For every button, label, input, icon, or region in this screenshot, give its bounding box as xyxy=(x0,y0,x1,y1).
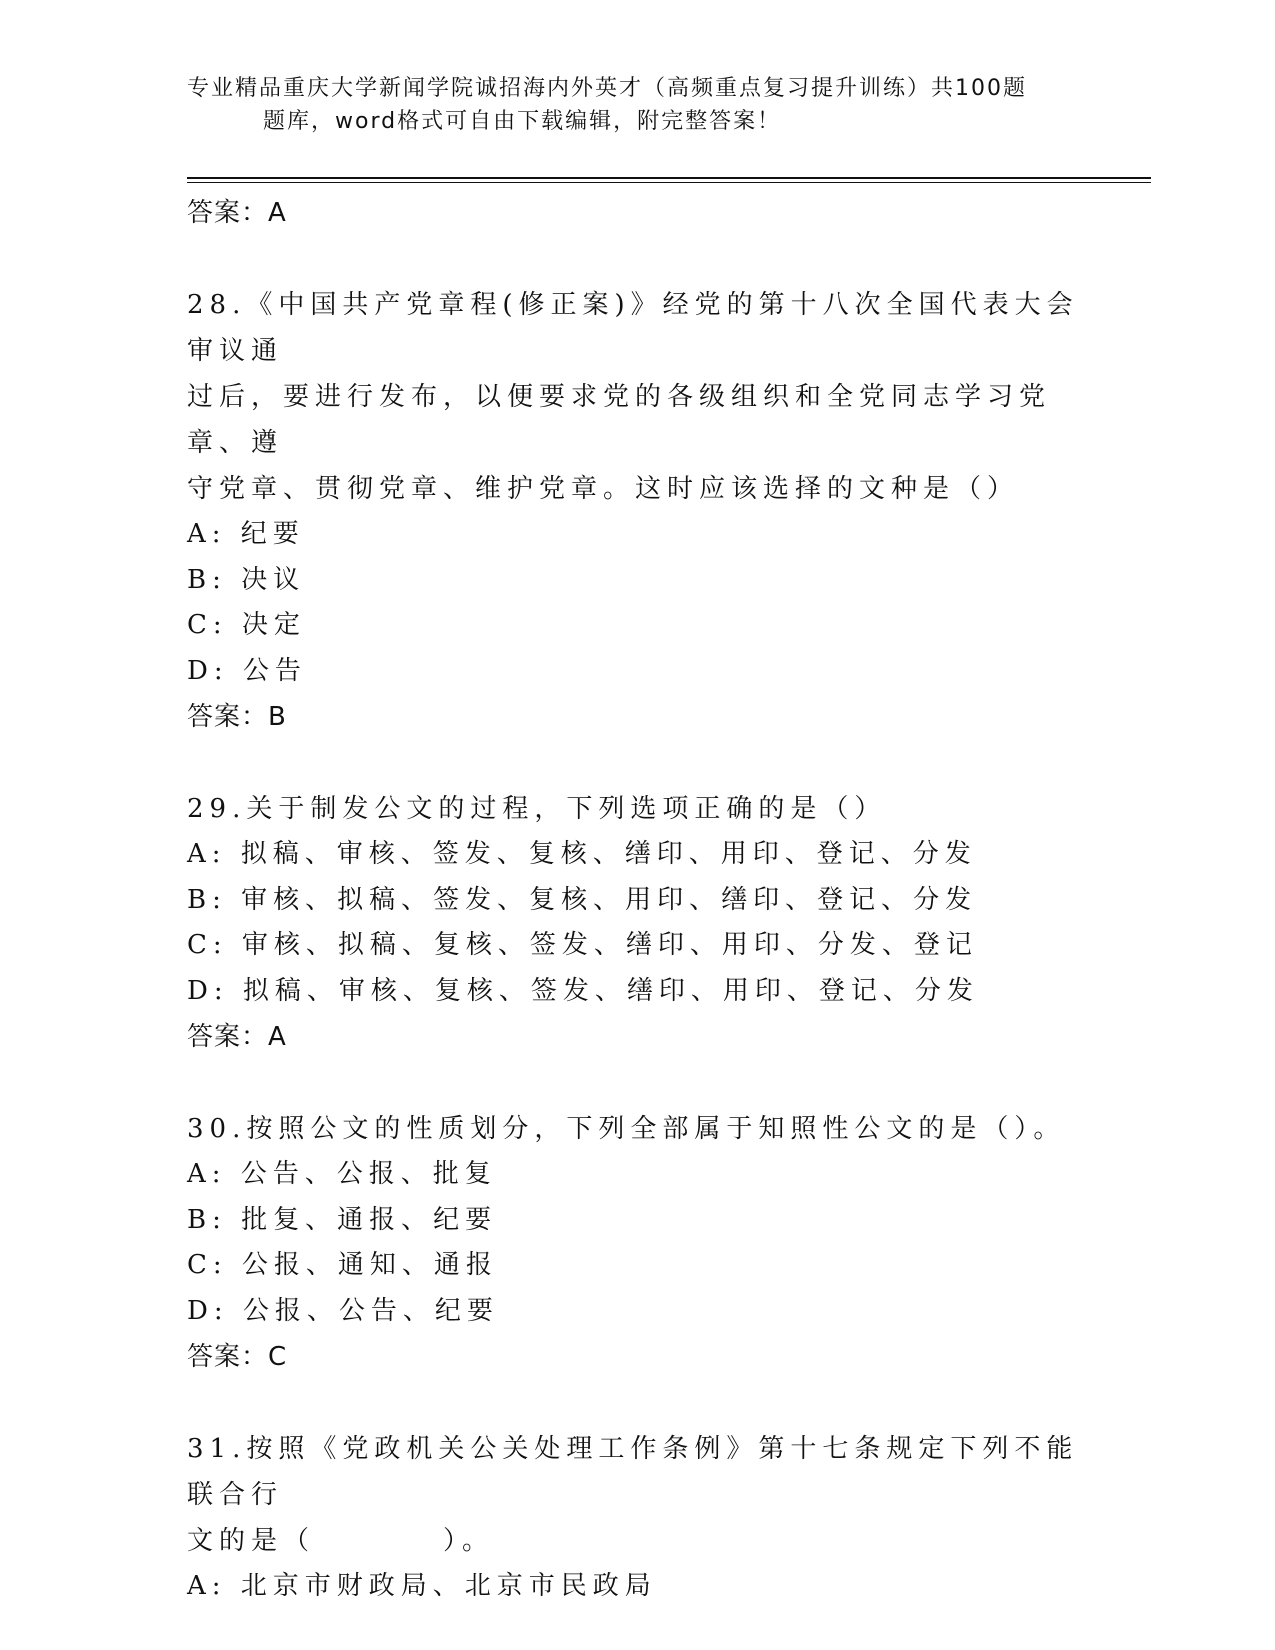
question-29-option-d: D: 拟稿、审核、复核、签发、缮印、用印、登记、分发 xyxy=(187,975,979,1006)
question-28-line-2: 过后，要进行发布，以便要求党的各级组织和全党同志学习党章、遵 xyxy=(187,382,1052,458)
question-31-line-1: 31.按照《党政机关公关处理工作条例》第十七条规定下列不能联合行 xyxy=(187,1434,1079,1510)
question-28-option-b: B: 决议 xyxy=(187,564,306,595)
question-29-option-c: C: 审核、拟稿、复核、签发、缮印、用印、分发、登记 xyxy=(187,930,978,960)
question-30-option-a: A: 公告、公报、批复 xyxy=(187,1159,497,1189)
question-29-option-b: B: 审核、拟稿、签发、复核、用印、缮印、登记、分发 xyxy=(187,884,978,915)
answer-29: 答案：A xyxy=(187,1022,287,1052)
question-31-option-a: A: 北京市财政局、北京市民政局 xyxy=(187,1571,657,1601)
question-28-option-d: D: 公告 xyxy=(187,655,307,686)
question-29-option-a: A: 拟稿、审核、签发、复核、缮印、用印、登记、分发 xyxy=(187,839,977,869)
answer-28: 答案：B xyxy=(187,702,287,732)
question-28-line-1: 28.《中国共产党章程(修正案)》经党的第十八次全国代表大会审议通 xyxy=(187,290,1079,366)
header-line-1: 专业精品重庆大学新闻学院诚招海内外英才（高频重点复习提升训练）共100题 xyxy=(187,76,1027,101)
question-31 xyxy=(187,1426,1087,1610)
header-rule-thick xyxy=(187,177,1151,179)
question-29 xyxy=(187,786,1087,1060)
question-list xyxy=(187,190,1087,1610)
spacer xyxy=(187,236,1087,282)
question-30-line-1: 30.按照公文的性质划分，下列全部属于知照性公文的是（）。 xyxy=(187,1114,1066,1144)
question-31-line-2: 文的是（ ）。 xyxy=(187,1526,495,1556)
header-line-2: 题库，word格式可自由下载编辑，附完整答案！ xyxy=(263,109,782,134)
question-28-line-3: 守党章、贯彻党章、维护党章。这时应该选择的文种是（） xyxy=(187,474,1020,504)
spacer xyxy=(187,1060,1087,1106)
question-28-option-a: A: 纪要 xyxy=(187,519,305,549)
spacer xyxy=(187,740,1087,786)
question-29-line-1: 29.关于制发公文的过程，下列选项正确的是（） xyxy=(187,794,887,824)
document-header xyxy=(187,72,1067,138)
question-28-option-c: C: 决定 xyxy=(187,610,306,640)
answer-27: 答案：A xyxy=(187,198,287,228)
answer-30: 答案：C xyxy=(187,1342,288,1372)
question-30-option-d: D: 公报、公告、纪要 xyxy=(187,1295,499,1326)
spacer xyxy=(187,1380,1087,1426)
header-rule-thin xyxy=(187,182,1151,183)
question-28 xyxy=(187,282,1087,740)
question-30 xyxy=(187,1106,1087,1380)
question-30-option-c: C: 公报、通知、通报 xyxy=(187,1250,498,1280)
question-30-option-b: B: 批复、通报、纪要 xyxy=(187,1204,498,1235)
